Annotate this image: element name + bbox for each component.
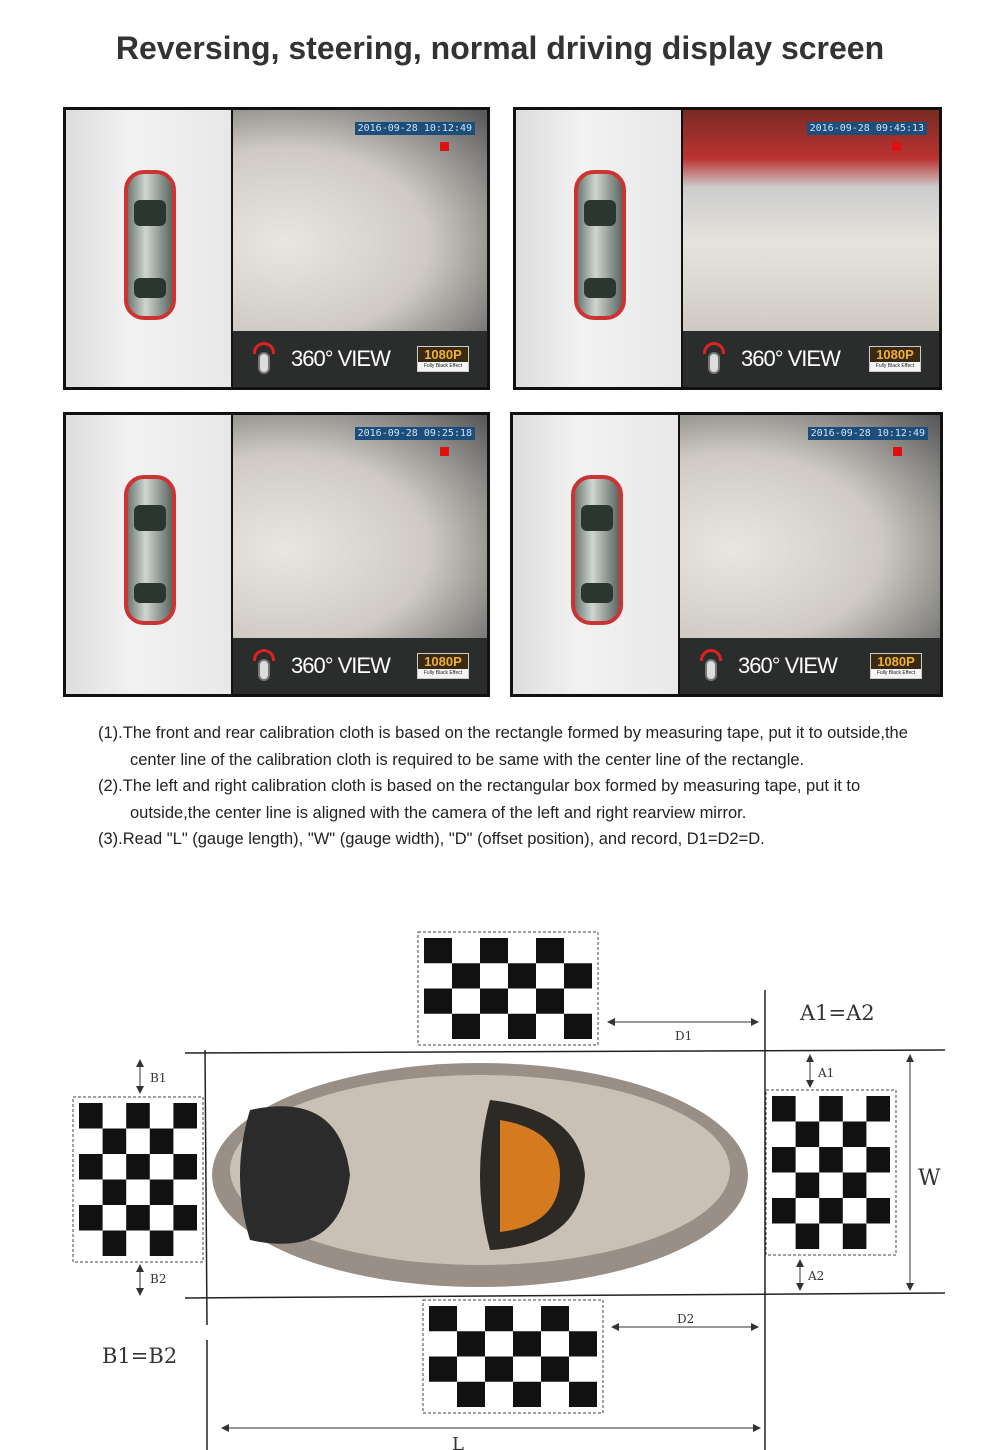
checker-square: [513, 1382, 541, 1407]
parking-sensor-icon: [253, 649, 275, 683]
checker-square: [772, 1096, 796, 1122]
camera-panel: [63, 412, 490, 697]
label-w: W: [918, 1166, 941, 1191]
checker-square: [126, 1205, 150, 1231]
checker-square: [866, 1096, 890, 1122]
checker-square: [79, 1103, 103, 1129]
birdseye-view: [66, 415, 231, 694]
badge-subtext: Fully Black Effect: [876, 670, 916, 676]
car-illustration: [212, 1063, 748, 1287]
checker-square: [126, 1154, 150, 1180]
status-bar: [233, 331, 487, 387]
checker-square: [173, 1205, 197, 1231]
note-2: (2).The left and right calibration cloth is based on the rectangular box formed by measuring tape, put it to outside,the center line is aligned with the camera of the left and right rearview mirror.: [98, 777, 861, 822]
record-indicator-icon: [892, 142, 901, 151]
checker-square: [103, 1180, 127, 1206]
car-top-icon: [124, 475, 176, 625]
resolution-badge: [870, 653, 922, 679]
note-1: (1).The front and rear calibration cloth is based on the rectangle formed by measuring tape, put it to outside,the center line of the calibration cloth is required to be same with the center line of the rectangle.: [98, 724, 908, 769]
checker-square: [772, 1147, 796, 1173]
car-top-icon: [574, 170, 626, 320]
label-a1: A1: [818, 1066, 835, 1080]
label-b-equal: B1=B2: [102, 1344, 178, 1368]
status-bar: [233, 638, 487, 694]
view-label: 360° VIEW: [738, 653, 837, 678]
checker-square: [772, 1198, 796, 1224]
checker-square: [819, 1147, 843, 1173]
checker-square: [513, 1331, 541, 1356]
view-label: 360° VIEW: [291, 653, 390, 678]
label-b2: B2: [150, 1272, 167, 1286]
checker-square: [541, 1357, 569, 1382]
checker-square: [480, 989, 508, 1014]
checker-square: [866, 1147, 890, 1173]
checker-square: [173, 1103, 197, 1129]
timestamp: 2016-09-28 10:12:49: [355, 122, 475, 135]
checker-square: [173, 1154, 197, 1180]
birdseye-view: [513, 415, 678, 694]
checker-square: [150, 1129, 174, 1155]
checker-square: [796, 1122, 820, 1148]
badge-subtext: Fully Black Effect: [423, 670, 463, 676]
checker-square: [819, 1096, 843, 1122]
birdseye-view: [516, 110, 681, 387]
label-l: L: [452, 1434, 464, 1450]
parking-sensor-icon: [703, 342, 725, 376]
checker-square: [508, 1014, 536, 1039]
checker-square: [819, 1198, 843, 1224]
checker-square: [452, 963, 480, 988]
checker-square: [866, 1198, 890, 1224]
label-d2: D2: [677, 1312, 695, 1326]
calibration-cloth-left: [73, 1097, 203, 1262]
timestamp: 2016-09-28 09:25:18: [355, 427, 475, 440]
checker-square: [508, 963, 536, 988]
checker-square: [79, 1154, 103, 1180]
label-a-equal: A1=A2: [800, 1001, 875, 1025]
note-3: (3).Read "L" (gauge length), "W" (gauge width), "D" (offset position), and record, D1=D2=D.: [98, 830, 765, 848]
checker-square: [536, 989, 564, 1014]
status-bar: [680, 638, 940, 694]
checker-square: [564, 1014, 592, 1039]
checker-square: [457, 1382, 485, 1407]
checker-square: [429, 1357, 457, 1382]
resolution-badge: [417, 653, 469, 679]
car-top-icon: [571, 475, 623, 625]
status-bar: [683, 331, 939, 387]
checker-square: [843, 1122, 867, 1148]
checker-square: [564, 963, 592, 988]
label-a2: A2: [808, 1269, 825, 1283]
record-indicator-icon: [893, 447, 902, 456]
checker-square: [485, 1357, 513, 1382]
checker-square: [796, 1224, 820, 1250]
camera-panel: [513, 107, 942, 390]
checker-square: [150, 1231, 174, 1257]
label-d1: D1: [675, 1029, 693, 1043]
badge-text: 1080P: [871, 654, 921, 669]
badge-text: 1080P: [418, 654, 468, 669]
label-b1: B1: [150, 1071, 167, 1085]
badge-text: 1080P: [870, 347, 920, 362]
calibration-diagram: [0, 900, 1000, 1450]
record-indicator-icon: [440, 447, 449, 456]
checker-square: [429, 1306, 457, 1331]
camera-view: [680, 415, 940, 638]
timestamp: 2016-09-28 10:12:49: [808, 427, 928, 440]
view-label: 360° VIEW: [291, 346, 390, 371]
view-label: 360° VIEW: [741, 346, 840, 371]
checker-square: [452, 1014, 480, 1039]
checker-square: [536, 938, 564, 963]
checker-square: [843, 1173, 867, 1199]
checker-square: [843, 1224, 867, 1250]
timestamp: 2016-09-28 09:45:13: [807, 122, 927, 135]
resolution-badge: [869, 346, 921, 372]
badge-text: 1080P: [418, 347, 468, 362]
checker-square: [103, 1129, 127, 1155]
record-indicator-icon: [440, 142, 449, 151]
car-top-icon: [124, 170, 176, 320]
resolution-badge: [417, 346, 469, 372]
checker-square: [541, 1306, 569, 1331]
birdseye-view: [66, 110, 231, 387]
parking-sensor-icon: [700, 649, 722, 683]
checker-square: [457, 1331, 485, 1356]
checker-square: [126, 1103, 150, 1129]
checker-square: [569, 1331, 597, 1356]
camera-panel: [63, 107, 490, 390]
checker-square: [480, 938, 508, 963]
calibration-cloth-rear: [423, 1300, 603, 1413]
camera-view: [683, 110, 939, 331]
checker-square: [103, 1231, 127, 1257]
calibration-notes: [98, 720, 938, 853]
calibration-cloth-front: [418, 932, 598, 1045]
checker-square: [150, 1180, 174, 1206]
checker-square: [485, 1306, 513, 1331]
badge-subtext: Fully Black Effect: [423, 363, 463, 369]
camera-view: [233, 415, 487, 638]
camera-view: [233, 110, 487, 331]
checker-square: [79, 1205, 103, 1231]
camera-panel: [510, 412, 943, 697]
calibration-cloth-right: [766, 1090, 896, 1255]
checker-square: [796, 1173, 820, 1199]
parking-sensor-icon: [253, 342, 275, 376]
checker-square: [424, 938, 452, 963]
page-title: Reversing, steering, normal driving display screen: [115, 30, 885, 66]
checker-square: [569, 1382, 597, 1407]
checker-square: [424, 989, 452, 1014]
badge-subtext: Fully Black Effect: [875, 363, 915, 369]
